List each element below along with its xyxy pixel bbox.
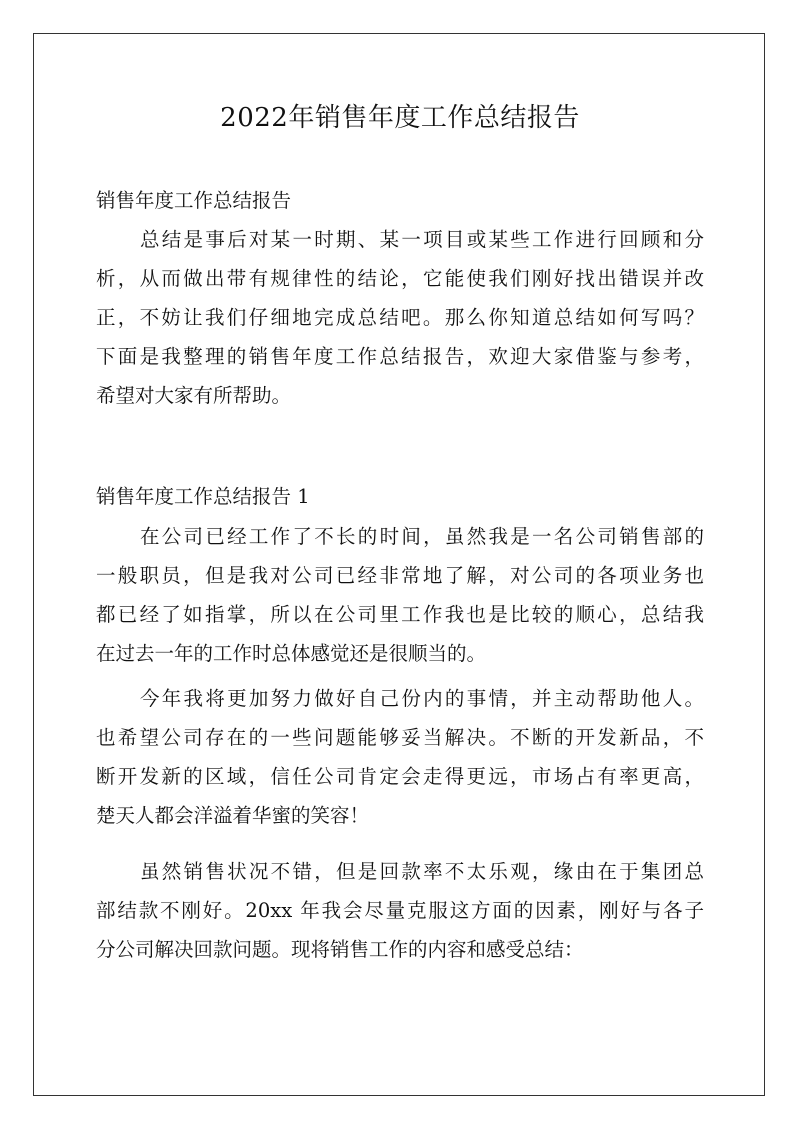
section-1-paragraph-1 [96,517,704,673]
paragraph-line: 也希望公司存在的一些问题能够妥当解决。不断的开发新品，不 [96,726,704,749]
section-1-paragraph-3 [96,852,704,969]
section-1-paragraph-2 [96,679,704,835]
paragraph-line: 都已经了如指掌，所以在公司里工作我也是比较的顺心，总结我 [96,603,704,626]
paragraph-line: 一般职员，但是我对公司已经非常地了解，对公司的各项业务也 [96,564,704,587]
paragraph-line: 下面是我整理的销售年度工作总结报告，欢迎大家借鉴与参考， [96,345,704,368]
paragraph-line: 正，不妨让我们仔细地完成总结吧。那么你知道总结如何写吗？ [96,306,704,329]
paragraph-line: 虽然销售状况不错，但是回款率不太乐观，缘由在于集团总 [140,860,704,883]
intro-paragraph [96,220,704,415]
document-title: 2022年销售年度工作总结报告 [220,103,580,133]
section-1-heading: 销售年度工作总结报告 1 [96,485,310,508]
paragraph-line: 希望对大家有所帮助。 [96,384,292,407]
paragraph-line: 在公司已经工作了不长的时间，虽然我是一名公司销售部的 [140,525,704,548]
paragraph-line: 析，从而做出带有规律性的结论，它能使我们刚好找出错误并改 [96,267,704,290]
paragraph-line: 楚天人都会洋溢着华蜜的笑容！ [96,804,370,827]
paragraph-line: 断开发新的区域，信任公司肯定会走得更远，市场占有率更高， [96,765,704,788]
paragraph-line: 今年我将更加努力做好自己份内的事情，并主动帮助他人。 [140,687,704,710]
paragraph-line: 在过去一年的工作时总体感觉还是很顺当的。 [96,642,487,665]
intro-heading: 销售年度工作总结报告 [96,189,292,212]
paragraph-line: 部结款不刚好。20xx 年我会尽量克服这方面的因素，刚好与各子 [96,899,704,922]
paragraph-line: 分公司解决回款问题。现将销售工作的内容和感受总结： [96,938,584,961]
paragraph-line: 总结是事后对某一时期、某一项目或某些工作进行回顾和分 [140,228,704,251]
